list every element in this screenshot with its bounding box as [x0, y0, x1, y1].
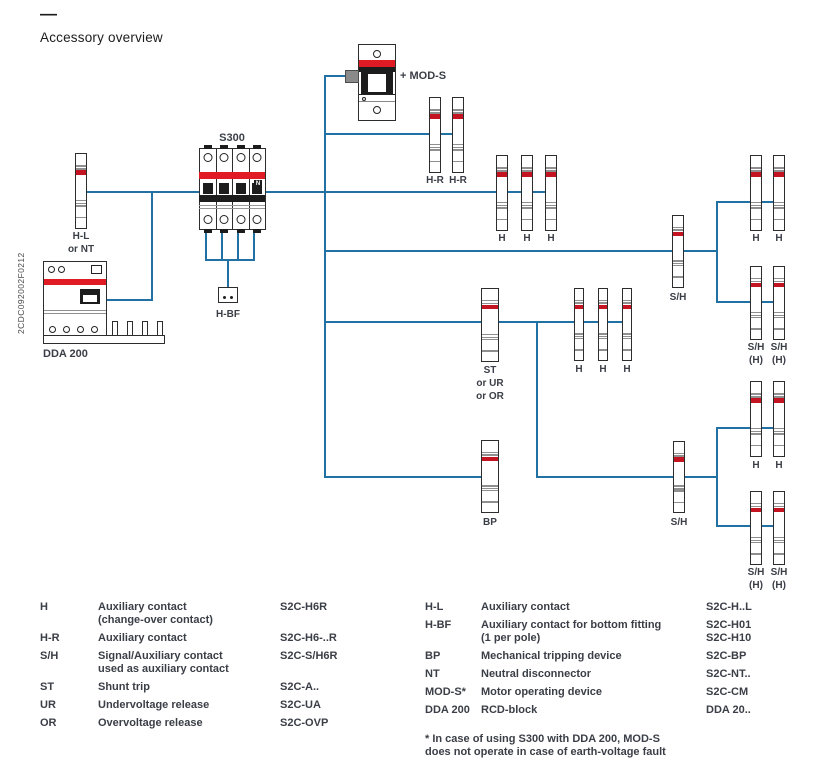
label-sh-h: S/H (H): [770, 567, 788, 591]
connector-line: [324, 250, 718, 252]
connector-line: [205, 259, 255, 261]
module-sh-h: [750, 491, 762, 565]
breaker-pole: [249, 148, 267, 230]
legend-part: S2C-NT..: [706, 668, 751, 680]
module-h: [750, 155, 762, 231]
connector-line: [716, 301, 780, 303]
legend-term: BP: [425, 650, 441, 662]
module-sh: [673, 441, 685, 513]
module-st-ur-or: [481, 288, 499, 362]
connector-line: [716, 201, 718, 303]
dda-200-rcd-block: [43, 261, 107, 338]
legend-footnote: * In case of using S300 with DDA 200, MOD-S does not operate in case of earth-voltage fault: [425, 733, 666, 758]
connector-line: [205, 230, 207, 261]
legend-desc: Undervoltage release: [98, 699, 210, 711]
label-sh-h: S/H (H): [770, 342, 788, 366]
label-mod-s: + MOD-S: [400, 70, 447, 82]
legend-part: S2C-BP: [706, 650, 747, 662]
label-h: H: [752, 233, 760, 244]
legend-desc: Auxiliary contact: [98, 632, 187, 644]
legend-right-table: [425, 601, 800, 722]
legend-left-table: [40, 601, 400, 735]
module-sh: [672, 215, 684, 288]
legend-desc: RCD-block: [481, 704, 538, 716]
module-bp: [481, 440, 499, 513]
label-h: H: [547, 233, 555, 244]
legend-row: [40, 650, 400, 676]
legend-desc: Mechanical tripping device: [481, 650, 622, 662]
connector-line: [536, 476, 718, 478]
label-h: H: [575, 364, 583, 375]
label-h: H: [775, 460, 783, 471]
breaker-pole: [232, 148, 250, 230]
legend-term: DDA 200: [425, 704, 470, 716]
legend-row: [425, 601, 800, 614]
label-sh: S/H: [669, 292, 687, 303]
label-h-r: H-R: [449, 175, 467, 186]
legend-desc: Motor operating device: [481, 686, 603, 698]
legend-desc: Auxiliary contact (change-over contact): [98, 601, 213, 626]
label-sh: S/H: [670, 517, 688, 528]
connector-line: [324, 476, 490, 478]
legend-desc: Signal/Auxiliary contact used as auxiliary contact: [98, 650, 229, 675]
legend-term: H-R: [40, 632, 60, 644]
legend-row: [40, 632, 400, 645]
label-bp: BP: [483, 517, 497, 528]
breaker-pole: [199, 148, 217, 230]
legend-row: [40, 681, 400, 694]
connector-line: [237, 230, 239, 261]
legend-term: H-BF: [425, 619, 452, 631]
connector-line: [716, 427, 718, 527]
legend-row: [425, 686, 800, 699]
label-h: H: [599, 364, 607, 375]
module-h: [598, 288, 608, 361]
legend-row: [425, 650, 800, 663]
label-h: H: [775, 233, 783, 244]
legend-part: S2C-OVP: [280, 717, 329, 729]
legend-part: S2C-A..: [280, 681, 320, 693]
legend-row: [425, 619, 800, 645]
mod-s-coupling: [345, 70, 359, 83]
legend-part: S2C-S/H6R: [280, 650, 338, 662]
black-bar: [199, 195, 265, 202]
label-h-bf: H-BF: [216, 309, 240, 320]
connector-line: [107, 299, 153, 301]
h-bf-contact: [218, 287, 238, 303]
connector-line: [151, 191, 153, 301]
label-h-l: H-L or NT: [67, 231, 95, 255]
label-s300: S300: [219, 132, 245, 144]
module-h: [773, 155, 785, 231]
legend-term: UR: [40, 699, 56, 711]
label-st-ur-or: ST or UR or OR: [476, 365, 504, 402]
title-dash: —: [40, 4, 57, 23]
neutral-pole-mark: N: [255, 181, 261, 187]
module-h: [750, 381, 762, 457]
s300-breaker: [199, 148, 265, 230]
module-h: [773, 381, 785, 457]
label-sh-h: S/H (H): [747, 567, 765, 591]
motor-section: [361, 72, 393, 94]
mod-s-device: [358, 44, 396, 121]
legend-part: S2C-H6-..R: [280, 632, 337, 644]
connector-line: [324, 321, 630, 323]
breaker-pole: [216, 148, 234, 230]
page-title: Accessory overview: [40, 30, 163, 45]
legend-row: [425, 704, 800, 717]
module-h-r: [429, 97, 441, 173]
label-h: H: [523, 233, 531, 244]
label-h: H: [498, 233, 506, 244]
module-h: [521, 155, 533, 231]
connector-line: [324, 75, 326, 478]
legend-term: H: [40, 601, 48, 613]
red-band: [199, 172, 265, 179]
legend-desc: Auxiliary contact for bottom fitting (1 per pole): [481, 619, 662, 644]
label-sh-h: S/H (H): [747, 342, 765, 366]
legend-part: S2C-UA: [280, 699, 321, 711]
legend-term: OR: [40, 717, 57, 729]
module-h-l: [75, 153, 87, 229]
legend-term: NT: [425, 668, 440, 680]
legend-desc: Shunt trip: [98, 681, 150, 693]
legend-term: MOD-S*: [425, 686, 466, 698]
red-band: [359, 60, 395, 67]
label-h-r: H-R: [426, 175, 444, 186]
label-dda-200: DDA 200: [43, 348, 88, 360]
legend-row: [425, 668, 800, 681]
connector-line: [716, 427, 780, 429]
label-h: H: [623, 364, 631, 375]
connector-line: [716, 525, 780, 527]
legend-part: S2C-H01 S2C-H10: [706, 619, 752, 644]
module-sh-h: [773, 491, 785, 565]
red-band: [44, 279, 106, 285]
connector-line: [253, 230, 255, 261]
watermark-code: 2CDC092002F0212: [16, 252, 26, 334]
legend-part: S2C-H..L: [706, 601, 752, 613]
dda-base-plate: [43, 335, 165, 344]
connector-line: [227, 259, 229, 288]
module-sh-h: [750, 266, 762, 340]
legend-row: [40, 601, 400, 627]
connector-line: [324, 133, 462, 135]
legend-part: S2C-H6R: [280, 601, 328, 613]
connector-line: [716, 201, 780, 203]
legend-term: ST: [40, 681, 55, 693]
legend-term: H-L: [425, 601, 444, 613]
rcd-toggle: [80, 289, 100, 304]
module-h: [574, 288, 584, 361]
connector-line: [221, 230, 223, 261]
module-sh-h: [773, 266, 785, 340]
legend-row: [40, 717, 400, 730]
connector-line: [536, 321, 538, 478]
legend-part: S2C-CM: [706, 686, 749, 698]
legend-row: [40, 699, 400, 712]
module-h: [545, 155, 557, 231]
module-h: [622, 288, 632, 361]
legend-desc: Neutral disconnector: [481, 668, 592, 680]
module-h: [496, 155, 508, 231]
module-h-r: [452, 97, 464, 173]
legend-desc: Auxiliary contact: [481, 601, 570, 613]
legend-desc: Overvoltage release: [98, 717, 203, 729]
legend-term: S/H: [40, 650, 59, 662]
label-h: H: [752, 460, 760, 471]
legend-part: DDA 20..: [706, 704, 751, 716]
